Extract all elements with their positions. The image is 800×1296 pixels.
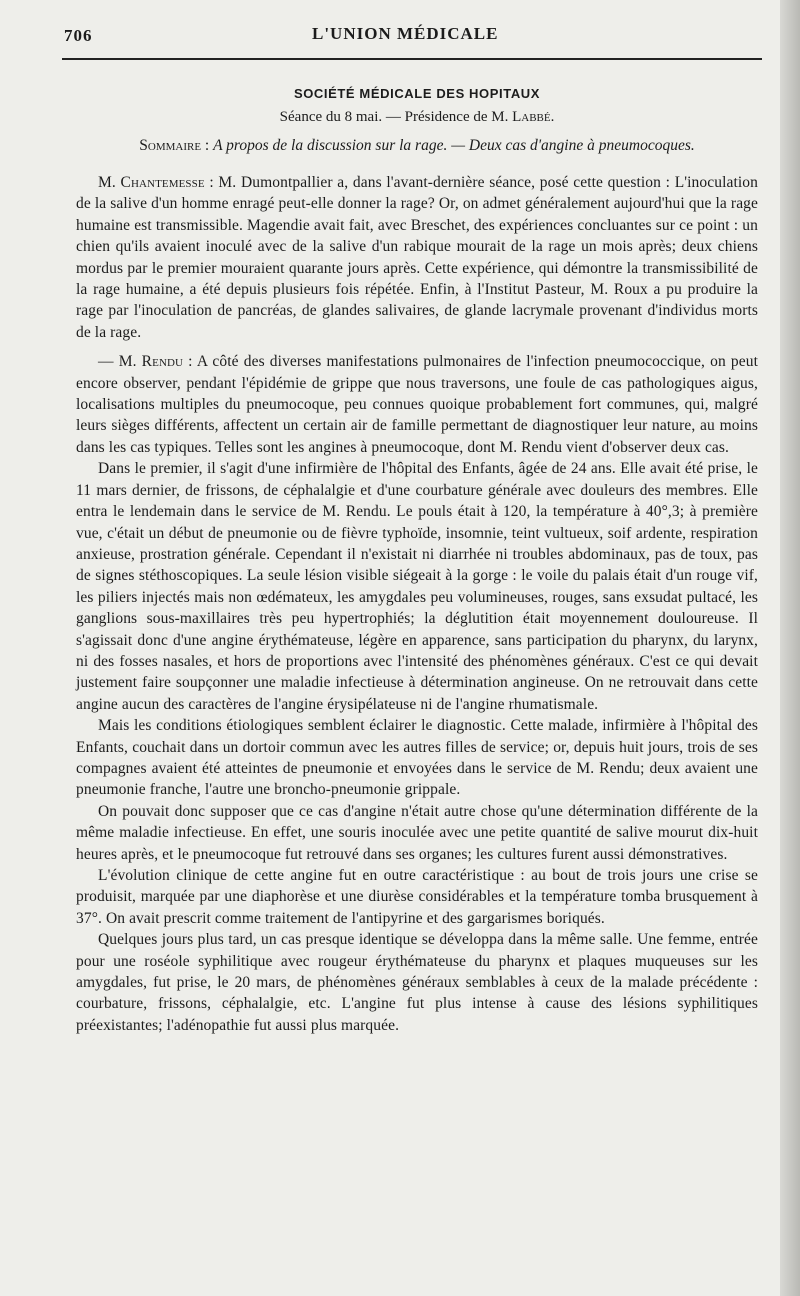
paragraph-3: Dans le premier, il s'agit d'une infirmière de l'hôpital des Enfants, âgée de 24 ans. Elle avait été prise, le 11 mars dernier, de frissons, de céphalalgie et d'une courbature générale avec douleurs des membres. Elle entra le lendemain dans le service de M. Rendu. Le pouls était à 120, la température à 40°,3; à première vue, c'était un début de pneumonie ou de fièvre typhoïde, insomnie, teint vultueux, soif ardente, respiration anxieuse, prostration générale. Cependant il n'existait ni diarrhée ni troubles abdominaux, pas de toux, pas de signes stéthoscopiques. La seule lésion visible siégeait à la gorge : le voile du palais était d'un rouge vif, les piliers injectés mais non œdémateux, les amygdales peu volumineuses, rouges, sans exsudat pultacé, les ganglions sous-maxillaires très peu hypertrophiés; la déglutition était moyennement douloureuse. Il s'agissait donc d'une angine érythémateuse, légère en apparence, sans participation du pharynx, du larynx, ni des fosses nasales, et hors de proportions avec l'intensité des phénomènes généraux. C'est ce qui devait justement faire soupçonner une maladie infectieuse à détermination angineuse. On ne retrouvait dans cette angine aucun des caractères de l'angine érysipélateuse ni de l'angine rhumatismale. — [76, 460, 758, 713]
summary — [96, 136, 738, 156]
session-line — [76, 109, 758, 126]
page-number: 706 — [64, 26, 93, 45]
speaker-chantemesse: M. Chantemesse : — [98, 174, 214, 191]
header-rule — [62, 58, 762, 60]
paragraph-text: A côté des diverses manifestations pulmonaires de l'infection pneumococcique, on peut encore observer, pendant l'épidémie de grippe que nous traversons, une foule de cas pathologiques aigus, localisations multiples du pneumocoque, peu connues quoique probablement fort communes, qui, malgré leurs sièges différents, affectent un certain air de famille permettant de diagnostiquer leur nature, au moins dans les cas typiques. Telles sont les angines à pneumocoque, dont M. Rendu vient d'observer deux cas. — [76, 353, 758, 456]
session-text: Séance du 8 mai. — Présidence de M. — [279, 109, 509, 125]
page-edge-shadow — [780, 0, 800, 1296]
president-name: Labbé. — [512, 109, 555, 125]
paragraph-text: M. Dumontpallier a, dans l'avant-dernière séance, posé cette question : L'inoculation de la salive d'un homme enragé peut-elle donner la rage? Or, on admet généralement aujourd'hui que la rage humaine est transmissible. Magendie avait fait, avec Breschet, des expériences concluantes sur ce point : un chien qu'ils avaient inoculé avec de la salive d'un rabique mourait de la rage un mois après; deux chiens mordus par le premier mouraient quarante jours après. Cette expérience, qui démontre la transmissibilité de la rage humaine, a été depuis plusieurs fois répétée. Enfin, à l'Institut Pasteur, M. Roux a pu produire la rage par l'inoculation de pancréas, de glandes salivaires, de glande lacrymale provenant d'individus morts de la rage. — [76, 174, 758, 341]
paragraph-4: Mais les conditions étiologiques semblent éclairer le diagnostic. Cette malade, infirmière à l'hôpital des Enfants, couchait dans un dortoir commun avec les autres filles de service; or, depuis huit jours, trois de ses compagnes avaient été atteintes de pneumonie et envoyées dans le service de M. Rendu; deux avaient une pneumonie franche, l'autre une broncho-pneumonie grippale. — [76, 717, 758, 799]
summary-label: Sommaire : — [139, 137, 210, 154]
paragraph-6: L'évolution clinique de cette angine fut en outre caractéristique : au bout de trois jours une crise se produisit, marquée par une diaphorèse et une diurèse considérables et la température tomba brusquement à 37°. On avait prescrit comme traitement de l'antipyrine et des gargarismes boriqués. — [76, 867, 758, 927]
paragraph-7: Quelques jours plus tard, un cas presque identique se développa dans la même salle. Une femme, entrée pour une roséole syphilitique avec rougeur érythémateuse du pharynx et plaques muqueuses sur les amygdales, fut prise, le 20 mars, de phénomènes généraux semblables à ceux de la malade précédente : courbature, frissons, céphalalgie, etc. L'angine fut plus intense à cause des lésions syphilitiques préexistantes; l'adénopathie fut aussi plus marquée. — [76, 931, 758, 1034]
summary-text: A propos de la discussion sur la rage. — Deux cas d'angine à pneumocoques. — [213, 137, 695, 154]
paragraph-5: On pouvait donc supposer que ce cas d'angine n'était autre chose qu'une détermination différente de la même maladie infectieuse. En effet, une souris inoculée avec une petite quantité de salive mourut dix-huit heures après, et le pneumocoque fut retrouvé dans ses organes; les cultures furent aussi démonstratives. — [76, 802, 758, 863]
article-body — [76, 172, 758, 1036]
paragraph-2 — [76, 351, 758, 458]
running-head — [64, 22, 758, 46]
paragraph-1 — [76, 172, 758, 343]
journal-title: L'UNION MÉDICALE — [312, 24, 499, 43]
section-title: SOCIÉTÉ MÉDICALE DES HOPITAUX — [293, 86, 541, 101]
speaker-rendu: — M. Rendu : — [98, 353, 193, 371]
